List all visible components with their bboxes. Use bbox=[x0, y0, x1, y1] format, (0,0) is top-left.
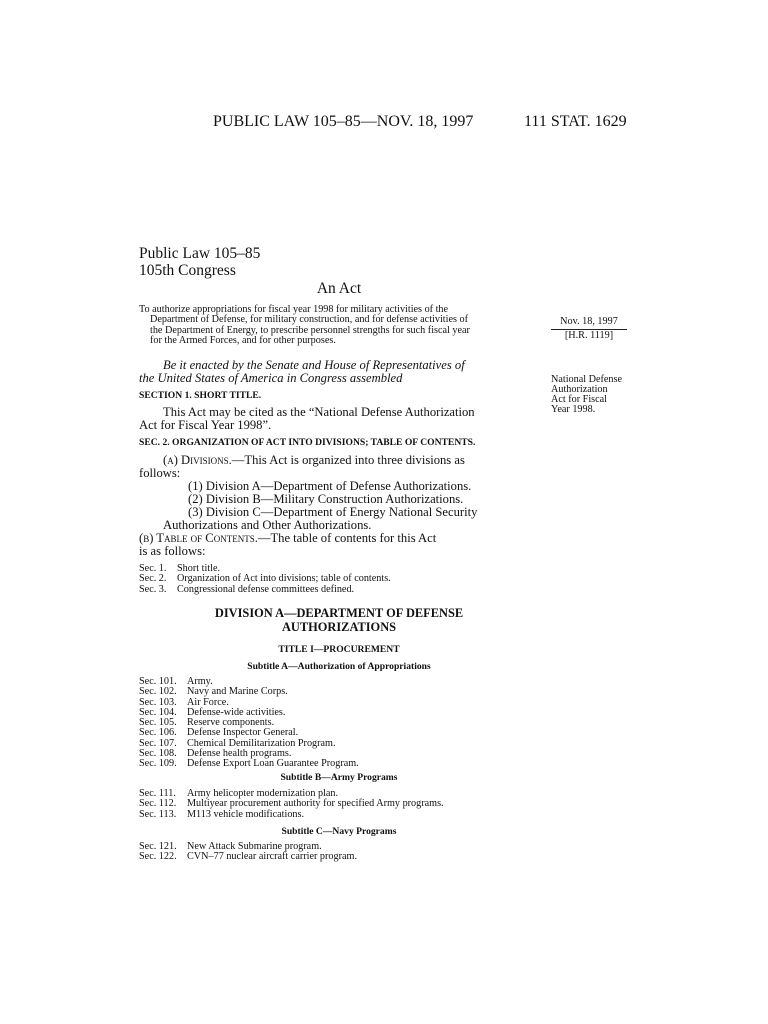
subsection-b-label: (b) Table of Contents. bbox=[139, 531, 258, 545]
toc-entry-number: Sec. 111. bbox=[139, 788, 176, 799]
toc-entry-title: Short title. bbox=[177, 563, 221, 574]
toc-entry-number: Sec. 3. bbox=[139, 583, 167, 595]
toc-entry-title: Multiyear procurement authority for specified Army programs. bbox=[187, 798, 444, 810]
title-i-heading: TITLE I—PROCUREMENT bbox=[278, 644, 400, 655]
an-act-title: An Act bbox=[316, 280, 362, 297]
toc-entry-title: Defense-wide activities. bbox=[187, 706, 286, 718]
toc-entry-number: Sec. 103. bbox=[139, 696, 177, 708]
section-1-text bbox=[139, 406, 475, 432]
enacting-clause bbox=[139, 359, 465, 385]
purpose-line: Department of Defense, for military construction, and for defense activities of bbox=[150, 314, 468, 326]
toc-entry-title: M113 vehicle modifications. bbox=[187, 808, 305, 820]
toc-entry-number: Sec. 109. bbox=[139, 758, 177, 770]
toc-entry-number: Sec. 107. bbox=[139, 737, 177, 749]
margin-date: Nov. 18, 1997 bbox=[560, 316, 618, 327]
section-1-line: Act for Fiscal Year 1998”. bbox=[139, 418, 272, 432]
toc-entry-number: Sec. 108. bbox=[139, 748, 177, 760]
margin-bill-number: [H.R. 1119] bbox=[564, 330, 614, 341]
subtitle-b-heading: Subtitle B—Army Programs bbox=[280, 772, 398, 783]
section-2-body bbox=[139, 454, 539, 558]
purpose-line: To authorize appropriations for fiscal year 1998 for military activities of the bbox=[139, 304, 449, 315]
statute-page-number: 111 STAT. 1629 bbox=[524, 113, 627, 130]
subtitle-c-heading: Subtitle C—Navy Programs bbox=[281, 826, 397, 837]
enacting-line: Be it enacted by the Senate and House of Representatives of bbox=[163, 358, 465, 372]
subsection-a-text-cont: follows: bbox=[139, 466, 181, 480]
toc-entry-title: Defense health programs. bbox=[187, 748, 292, 760]
subsection-b-text-cont: is as follows: bbox=[139, 544, 206, 558]
toc-entry-title: Chemical Demilitarization Program. bbox=[187, 737, 336, 749]
margin-short-title-note bbox=[551, 375, 622, 415]
toc-entry-title: Defense Inspector General. bbox=[187, 727, 299, 739]
subsection-b-text: —The table of contents for this Act bbox=[257, 531, 437, 545]
division-item-cont: Authorizations and Other Authorizations. bbox=[163, 518, 372, 532]
toc-entry bbox=[139, 810, 444, 820]
toc-entry-number: Sec. 105. bbox=[139, 717, 177, 729]
division-item: (3) Division C—Department of Energy National Security bbox=[188, 505, 478, 519]
toc-entry-title: Defense Export Loan Guarantee Program. bbox=[187, 758, 359, 770]
toc-entry-number: Sec. 121. bbox=[139, 841, 177, 852]
congress-number: 105th Congress bbox=[139, 262, 236, 279]
section-2-heading: SEC. 2. ORGANIZATION OF ACT INTO DIVISIONS; TABLE OF CONTENTS. bbox=[139, 437, 476, 448]
toc-entry-title: Organization of Act into divisions; table of contents. bbox=[177, 573, 391, 585]
subtitle-b-list bbox=[139, 789, 444, 820]
margin-note-line: National Defense bbox=[551, 374, 622, 385]
toc-entry-title: New Attack Submarine program. bbox=[187, 841, 322, 852]
toc-entry-number: Sec. 104. bbox=[139, 706, 177, 718]
toc-entry-number: Sec. 2. bbox=[139, 573, 167, 585]
purpose-line: for the Armed Forces, and for other purposes. bbox=[150, 334, 336, 346]
toc-entry bbox=[139, 852, 357, 862]
division-a-line: DIVISION A—DEPARTMENT OF DEFENSE bbox=[214, 606, 464, 620]
purpose-line: the Department of Energy, to prescribe personnel strengths for such fiscal year bbox=[150, 324, 470, 336]
toc-entry-number: Sec. 101. bbox=[139, 676, 177, 687]
toc-entry-number: Sec. 112. bbox=[139, 798, 177, 810]
subsection-a-text: —This Act is organized into three divisions as bbox=[231, 453, 465, 467]
division-a-line: AUTHORIZATIONS bbox=[281, 620, 397, 634]
toc-entry-number: Sec. 106. bbox=[139, 727, 177, 739]
section-1-heading: SECTION 1. SHORT TITLE. bbox=[139, 390, 262, 401]
margin-note-line: Authorization bbox=[551, 384, 608, 395]
section-1-line: This Act may be cited as the “National Defense Authorization bbox=[163, 405, 475, 419]
toc-entry-title: Congressional defense committees defined. bbox=[177, 583, 355, 595]
subtitle-c-list bbox=[139, 842, 357, 863]
subsection-a-line bbox=[139, 454, 539, 467]
division-a-heading bbox=[139, 606, 539, 634]
division-item: (2) Division B—Military Construction Authorizations. bbox=[188, 492, 464, 506]
toc-general-list bbox=[139, 564, 391, 595]
toc-entry-number: Sec. 102. bbox=[139, 686, 177, 698]
subtitle-a-list bbox=[139, 677, 359, 770]
toc-entry-number: Sec. 1. bbox=[139, 563, 167, 574]
toc-entry-number: Sec. 113. bbox=[139, 808, 177, 820]
toc-entry-title: Navy and Marine Corps. bbox=[187, 686, 288, 698]
division-item: (1) Division A—Department of Defense Authorizations. bbox=[188, 479, 472, 493]
toc-entry bbox=[139, 759, 359, 769]
toc-entry-title: Army. bbox=[187, 676, 213, 687]
enacting-line: the United States of America in Congress assembled bbox=[139, 371, 403, 385]
running-header: PUBLIC LAW 105–85—NOV. 18, 1997 bbox=[213, 113, 474, 130]
toc-entry-title: Army helicopter modernization plan. bbox=[187, 788, 339, 799]
toc-entry-number: Sec. 122. bbox=[139, 851, 177, 863]
toc-entry bbox=[139, 585, 391, 595]
toc-entry-title: Reserve components. bbox=[187, 717, 275, 729]
subsection-a-label: (a) Divisions. bbox=[163, 453, 232, 467]
toc-entry-title: Air Force. bbox=[187, 696, 229, 708]
public-law-number: Public Law 105–85 bbox=[139, 245, 261, 262]
subtitle-a-heading: Subtitle A—Authorization of Appropriations bbox=[247, 661, 431, 672]
margin-note-line: Year 1998. bbox=[551, 404, 596, 415]
purpose-paragraph bbox=[139, 305, 539, 346]
toc-entry-title: CVN–77 nuclear aircraft carrier program. bbox=[187, 851, 357, 863]
margin-note-line: Act for Fiscal bbox=[551, 394, 608, 405]
